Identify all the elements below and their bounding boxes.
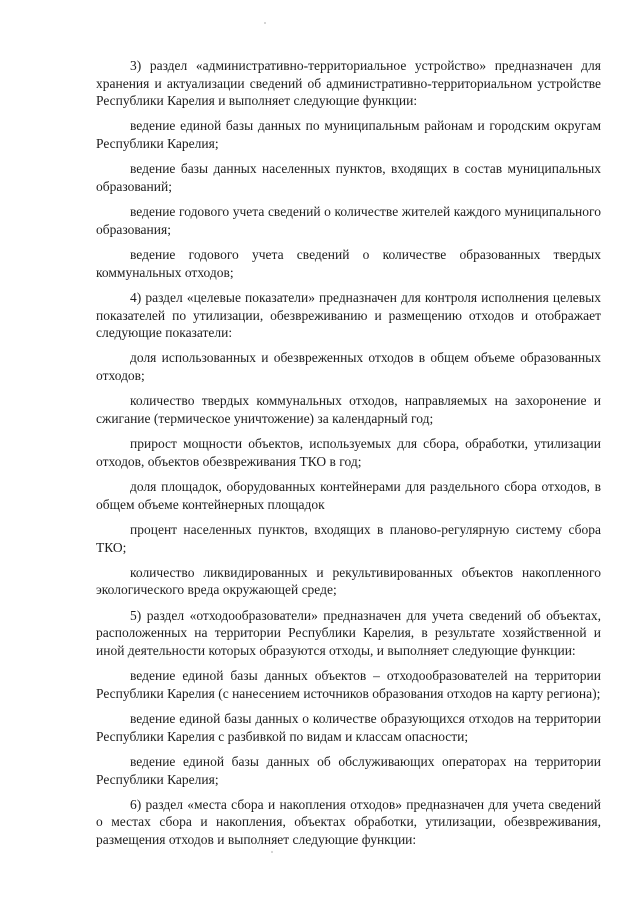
paragraph-section-6: 6) раздел «места сбора и накопления отходов» предназначен для учета сведений о местах сбора и накопления, объектах обработки, утилизации, обезвреживания, размещения отходов и выполняет следующие функции: <box>96 796 601 847</box>
paragraph-item: ведение единой базы данных об обслуживающих операторах на территории Республики Карелия; <box>96 753 601 787</box>
document-body <box>96 57 601 856</box>
paragraph-item: прирост мощности объектов, используемых для сбора, обработки, утилизации отходов, объектов обезвреживания ТКО в год; <box>96 436 601 469</box>
scan-speck <box>264 22 266 24</box>
paragraph-item: ведение базы данных населенных пунктов, входящих в состав муниципальных образований; <box>96 161 601 194</box>
paragraph-section-4: 4) раздел «целевые показатели» предназначен для контроля исполнения целевых показателей по утилизации, обезвреживанию и размещению отходов и отображает следующие показатели: <box>96 289 601 341</box>
paragraph-item: ведение годового учета сведений о количестве образованных твердых коммунальных отходов; <box>96 247 601 280</box>
paragraph-item: ведение годового учета сведений о количестве жителей каждого муниципального образования; <box>96 204 601 237</box>
paragraph-item: количество твердых коммунальных отходов, направляемых на захоронение и сжигание (термическое уничтожение) за календарный год; <box>96 393 601 426</box>
paragraph-item: доля площадок, оборудованных контейнерами для раздельного сбора отходов, в общем объеме контейнерных площадок <box>96 479 601 512</box>
paragraph-item: процент населенных пунктов, входящих в планово-регулярную систему сбора ТКО; <box>96 521 601 555</box>
paragraph-item: доля использованных и обезвреженных отходов в общем объеме образованных отходов; <box>96 350 601 384</box>
paragraph-section-3: 3) раздел «административно-территориальное устройство» предназначен для хранения и актуализации сведений об административно-территориальном устройстве Республики Карелия и выполняет следующие функции: <box>96 58 601 109</box>
paragraph-item: ведение единой базы данных объектов – отходообразователей на территории Республики Карелия (с нанесением источников образования отходов на карту региона); <box>96 668 601 701</box>
paragraph-item: ведение единой базы данных по муниципальным районам и городским округам Республики Карелия; <box>96 118 601 152</box>
paragraph-item: количество ликвидированных и рекультивированных объектов накопленного экологического вреда окружающей среде; <box>96 564 601 598</box>
paragraph-section-5: 5) раздел «отходообразователи» предназначен для учета сведений об объектах, расположенных на территории Республики Карелия, в результате хозяйственной и иной деятельности которых образуются отходы, и выполняет следующие функции: <box>96 607 601 658</box>
paragraph-item: ведение единой базы данных о количестве образующихся отходов на территории Республики Карелия с разбивкой по видам и классам опасности; <box>96 711 601 744</box>
